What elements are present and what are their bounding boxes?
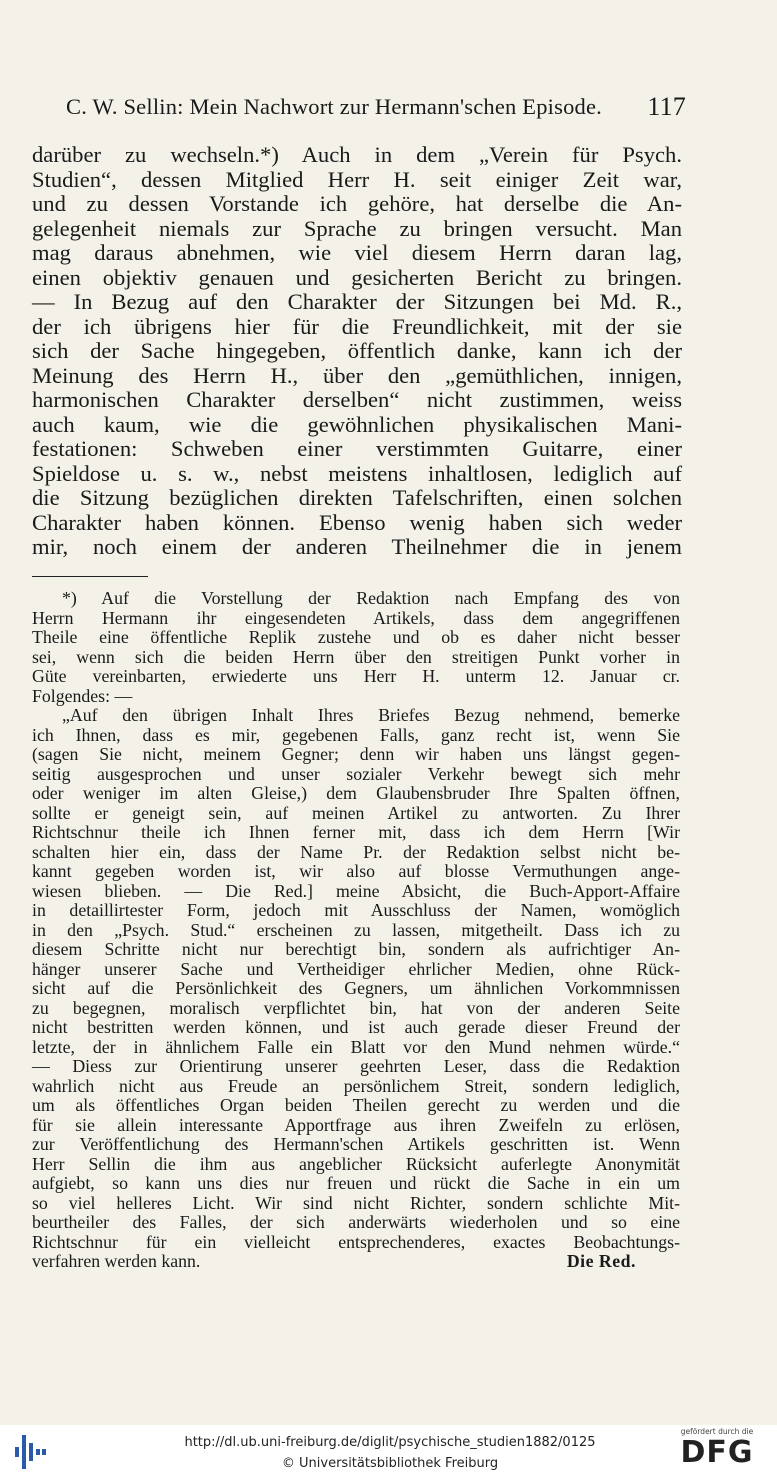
footnote-line: [32, 1155, 680, 1175]
footnote-line-text: — Diess zur Orientirung unserer geehrten Leser, dass die Redaktion: [32, 1056, 680, 1076]
footnote-line-text: so viel helleres Licht. Wir sind nicht Richter, sondern schlichte Mit-: [32, 1192, 680, 1213]
footnote-line-text: Folgendes: —: [32, 685, 133, 706]
footnote-line-text: letzte, der in ähnlichem Falle ein Blatt vor den Mund nehmen würde.“: [32, 1036, 680, 1057]
footnote-line-text: beurtheiler des Falles, der sich anderwärts wiederholen und so eine: [32, 1212, 680, 1232]
footnote-line-text: wahrlich nicht aus Freude an persönlichem Streit, sondern lediglich,: [32, 1075, 680, 1096]
footnote-line-text: Güte vereinbarten, erwiederte uns Herr H. unterm 12. Januar cr.: [32, 666, 680, 686]
footnote-line: [32, 706, 680, 726]
running-title: C. W. Sellin: Mein Nachwort zur Hermann'schen Episode.: [66, 94, 603, 119]
dfg-logo: [667, 1427, 767, 1475]
text-line: mag daraus abnehmen, wie viel diesem Herrn daran lag,: [32, 240, 682, 265]
running-header: [66, 94, 686, 128]
footnote-line-text: Richtschnur für ein vielleicht entsprechenderes, exactes Beobachtungs-: [32, 1231, 680, 1252]
text-line: einen objektiv genauen und gesicherten Bericht zu bringen.: [32, 264, 682, 290]
text-line: und zu dessen Vorstande ich gehöre, hat derselbe die An-: [32, 191, 682, 216]
footnote-line: [32, 999, 680, 1019]
viewer-footer: [0, 1425, 777, 1477]
footnote-line-text: wiesen blieben. — Die Red.] meine Absicht, die Buch-Apport-Affaire: [32, 880, 680, 901]
footnote-line-text: seitig ausgesprochen und unser sozialer Verkehr bewegt sich mehr: [32, 763, 680, 784]
text-line: der ich übrigens hier für die Freundlichkeit, mit der sie: [32, 313, 682, 339]
text-line: darüber zu wechseln.*) Auch in dem „Verein für Psych.: [32, 142, 682, 167]
footnote: [32, 589, 680, 1272]
footnote-line: [32, 609, 680, 629]
main-text: [32, 143, 682, 560]
text-line: auch kaum, wie die gewöhnlichen physikalischen Mani-: [32, 411, 682, 437]
footnote-line: [32, 1096, 680, 1116]
footnote-line: [32, 1038, 680, 1058]
footnote-line-text: sei, wenn sich die beiden Herrn über den streitigen Punkt vorher in: [32, 646, 680, 667]
footnote-line-text: zu begegnen, moralisch verpflichtet bin, hat von der anderen Seite: [32, 997, 680, 1018]
text-line: harmonischen Charakter derselben“ nicht zustimmen, weiss: [32, 387, 682, 412]
library-logo-icon: [12, 1433, 48, 1471]
copyright-notice: © Universitätsbibliothek Freiburg: [281, 1456, 499, 1471]
footnote-line-text: zur Veröffentlichung des Hermann'schen Artikels geschritten ist. Wenn: [32, 1134, 680, 1154]
footnote-line: [32, 628, 680, 648]
footnote-line-text: nicht bestritten werden können, und ist auch gerade dieser Freund der: [32, 1017, 680, 1037]
text-line: gelegenheit niemals zur Sprache zu bringen versucht. Man: [32, 215, 682, 241]
text-line: die Sitzung bezüglichen direkten Tafelschriften, einen solchen: [32, 485, 682, 510]
source-url[interactable]: http://dl.ub.uni-freiburg.de/diglit/psychische_studien1882/0125: [184, 1435, 596, 1450]
footnote-line: [32, 843, 680, 863]
footnote-line: [32, 1018, 680, 1038]
footnote-line-text: in den „Psych. Stud.“ erscheinen zu lassen, mitgetheilt. Dass ich zu: [32, 919, 680, 940]
footnote-line: [32, 765, 680, 785]
footnote-line: [32, 667, 680, 687]
footnote-line: [32, 1057, 680, 1077]
footnote-line: [32, 1116, 680, 1136]
dfg-caption: gefördert durch die: [680, 1427, 754, 1436]
footnote-line-text: „Auf den übrigen Inhalt Ihres Briefes Bezug nehmend, bemerke: [62, 705, 680, 725]
footnote-line: [32, 940, 680, 960]
footnote-line: [32, 589, 680, 609]
footnote-line-text: kannt gegeben worden ist, wir also auf blosse Vermuthungen ange-: [32, 861, 680, 881]
footnote-line: [32, 1213, 680, 1233]
footnote-line: [32, 745, 680, 765]
footnote-line: [32, 1174, 680, 1194]
footnote-line-text: (sagen Sie nicht, meinem Gegner; denn wir haben uns längst gegen-: [32, 744, 680, 764]
footnote-line-text: Herrn Hermann ihr eingesendeten Artikels, dass dem angegriffenen: [32, 607, 680, 628]
text-line: mir, noch einem der anderen Theilnehmer die in jenem: [32, 534, 682, 559]
text-line: Meinung des Herrn H., über den „gemüthlichen, innigen,: [32, 362, 682, 388]
footnote-line-text: *) Auf die Vorstellung der Redaktion nach Empfang des von: [62, 588, 680, 608]
footnote-line: [32, 901, 680, 921]
footnote-line: [32, 648, 680, 668]
footnote-line-text: ich Ihnen, dass es mir, gegebenen Falls, ganz recht ist, wenn Sie: [32, 724, 680, 745]
footnote-line: [32, 726, 680, 746]
footnote-line: [32, 687, 680, 707]
footnote-line-text: oder weniger im alten Gleise,) dem Glaubensbruder Ihre Spalten öffnen,: [32, 783, 680, 803]
text-line: Spieldose u. s. w., nebst meistens inhaltlosen, lediglich auf: [32, 460, 682, 486]
footnote-line: [32, 1252, 680, 1272]
footnote-line-text: Theile eine öffentliche Replik zustehe und ob es daher nicht besser: [32, 627, 680, 647]
footnote-line: [32, 784, 680, 804]
footnote-line: [32, 882, 680, 902]
footnote-line: [32, 1077, 680, 1097]
footnote-line-text: verfahren werden kann.: [32, 1251, 201, 1271]
footnote-line-text: schalten hier ein, dass der Name Pr. der Redaktion selbst nicht be-: [32, 841, 680, 862]
footnote-line-text: Herr Sellin die ihm aus angeblicher Rücksicht auferlegte Anonymität: [32, 1153, 680, 1174]
footnote-line: [32, 960, 680, 980]
footnote-line-text: aufgiebt, so kann uns dies nur freuen und rückt die Sache in ein um: [32, 1173, 680, 1193]
footnote-line-text: sollte er geneigt sein, auf meinen Artikel zu antworten. Zu Ihrer: [32, 802, 680, 823]
dfg-mark: DFG: [680, 1435, 754, 1470]
footnote-line-text: sicht auf die Persönlichkeit des Gegners, um ähnlichen Vorkommnissen: [32, 978, 680, 998]
page-number: 117: [647, 92, 686, 121]
text-line: festationen: Schweben einer verstimmten Guitarre, einer: [32, 436, 682, 461]
footnote-line-text: für sie allein interessante Apportfrage aus ihren Zweifeln zu erlösen,: [32, 1114, 680, 1135]
footnote-line: [32, 823, 680, 843]
footnote-line: [32, 979, 680, 999]
footnote-rule: [32, 576, 148, 577]
footnote-line: [32, 804, 680, 824]
text-line: sich der Sache hingegeben, öffentlich danke, kann ich der: [32, 338, 682, 363]
text-line: Charakter haben können. Ebenso wenig haben sich weder: [32, 509, 682, 535]
footnote-line-text: in detaillirtester Form, jedoch mit Ausschluss der Namen, womöglich: [32, 900, 680, 920]
footnote-line: [32, 1135, 680, 1155]
footnote-line-text: hänger unserer Sache und Vertheidiger ehrlicher Medien, ohne Rück-: [32, 958, 680, 979]
footnote-line: [32, 921, 680, 941]
footnote-line-text: um als öffentliches Organ beiden Theilen gerecht zu werden und die: [32, 1095, 680, 1115]
footnote-line: [32, 1194, 680, 1214]
footnote-line: [32, 1233, 680, 1253]
footnote-line-text: Richtschnur theile ich Ihnen ferner mit, dass ich dem Herrn [Wir: [32, 822, 680, 842]
footnote-line-text: diesem Schritte nicht nur berechtigt bin, sondern als aufrichtiger An-: [32, 939, 680, 959]
footnote-line: [32, 862, 680, 882]
text-line: Studien“, dessen Mitglied Herr H. seit einiger Zeit war,: [32, 166, 682, 192]
text-line: — In Bezug auf den Charakter der Sitzungen bei Md. R.,: [32, 289, 682, 314]
editor-signature: Die Red.: [566, 1251, 636, 1271]
